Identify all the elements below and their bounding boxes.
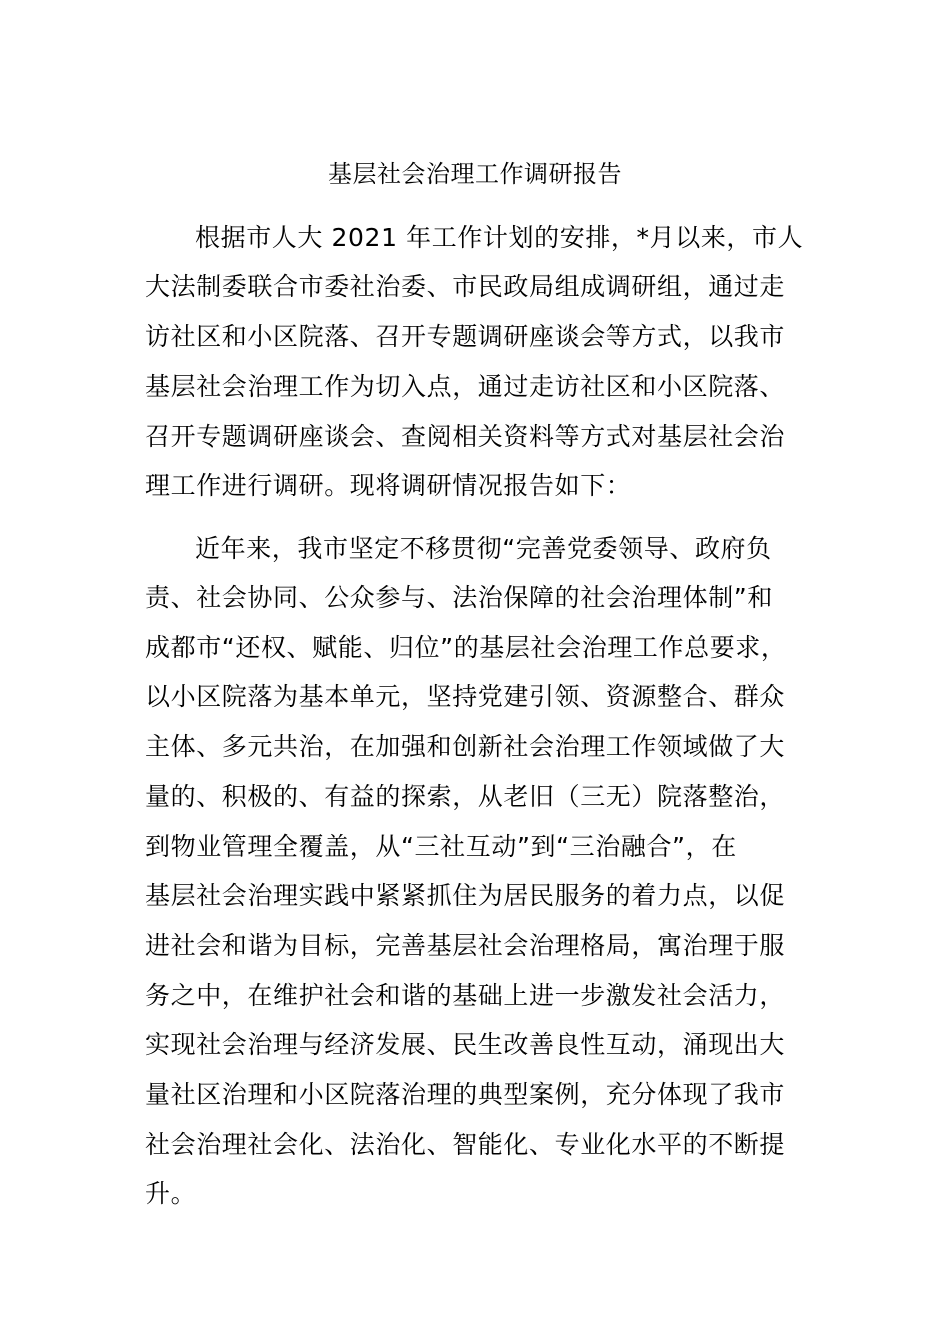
paragraph-2-line-13: 社会治理社会化、法治化、智能化、专业化水平的不断提 — [145, 1130, 786, 1159]
paragraph-2-line-8: 基层社会治理实践中紧紧抓住为居民服务的着力点，以促 — [145, 881, 786, 910]
paragraph-1-line-2: 大法制委联合市委社治委、市民政局组成调研组，通过走 — [145, 272, 786, 301]
paragraph-1-line-5: 召开专题调研座谈会、查阅相关资料等方式对基层社会治 — [145, 422, 786, 451]
paragraph-2-line-9: 进社会和谐为目标，完善基层社会治理格局，寓治理于服 — [145, 931, 786, 960]
paragraph-1-line-6: 理工作进行调研。现将调研情况报告如下： — [145, 471, 632, 500]
paragraph-2-line-2: 责、社会协同、公众参与、法治保障的社会治理体制”和 — [145, 583, 773, 612]
paragraph-2-line-4: 以小区院落为基本单元，坚持党建引领、资源整合、群众 — [145, 682, 786, 711]
paragraph-2-line-11: 实现社会治理与经济发展、民生改善良性互动，涌现出大 — [145, 1030, 786, 1059]
paragraph-2-line-3: 成都市“还权、赋能、归位”的基层社会治理工作总要求， — [145, 633, 787, 662]
paragraph-2-line-12: 量社区治理和小区院落治理的典型案例，充分体现了我市 — [145, 1080, 786, 1109]
paragraph-2-line-14: 升。 — [145, 1179, 197, 1208]
document-title: 基层社会治理工作调研报告 — [328, 160, 622, 188]
paragraph-2-line-10: 务之中，在维护社会和谐的基础上进一步激发社会活力， — [145, 981, 786, 1010]
paragraph-1-line-1: 根据市人大 2021 年工作计划的安排，*月以来，市人 — [195, 223, 804, 252]
paragraph-2-line-5: 主体、多元共治，在加强和创新社会治理工作领域做了大 — [145, 732, 786, 761]
paragraph-2-line-1: 近年来，我市坚定不移贯彻“完善党委领导、政府负 — [195, 534, 772, 563]
paragraph-2-line-7: 到物业管理全覆盖，从“三社互动”到“三治融合”，在 — [145, 832, 737, 861]
paragraph-1-line-3: 访社区和小区院落、召开专题调研座谈会等方式，以我市 — [145, 322, 786, 351]
paragraph-1-line-4: 基层社会治理工作为切入点，通过走访社区和小区院落、 — [145, 372, 786, 401]
paragraph-2-line-6: 量的、积极的、有益的探索，从老旧（三无）院落整治， — [145, 782, 786, 811]
